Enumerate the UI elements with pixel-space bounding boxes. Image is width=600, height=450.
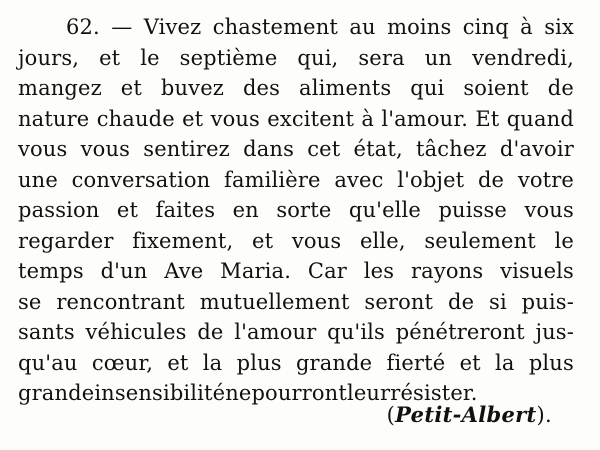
word: le — [140, 45, 160, 70]
word: grande — [18, 381, 95, 405]
word: fixement, — [132, 228, 234, 253]
word: qu'au — [18, 350, 78, 375]
word: puisse — [438, 198, 508, 222]
word: cœur, — [91, 350, 154, 375]
word: seulement — [424, 228, 536, 253]
word: tâchez — [416, 137, 487, 161]
word: Et — [475, 106, 500, 131]
word: fierté — [386, 350, 446, 375]
word: Vivez — [143, 15, 202, 39]
word: vous — [80, 137, 131, 161]
word: résister. — [390, 381, 478, 405]
word: sorte — [276, 198, 332, 222]
word: 62. — [66, 15, 100, 39]
word: jours, — [18, 45, 80, 70]
word: Car — [307, 259, 347, 283]
word: à — [520, 15, 533, 39]
word: visuels — [500, 259, 574, 283]
text-line — [18, 43, 574, 74]
text-line — [18, 165, 574, 196]
word: mangez — [18, 76, 102, 100]
word: ne — [225, 381, 252, 405]
attribution-source: Petit-Albert — [395, 402, 537, 427]
word: puis- — [521, 289, 574, 314]
word: le — [554, 228, 574, 253]
word: cet — [307, 137, 341, 161]
word: faites — [155, 198, 216, 222]
word: en — [232, 198, 259, 222]
word: et — [167, 350, 189, 375]
word: si — [489, 289, 507, 314]
word: sera — [358, 45, 405, 70]
word: un — [424, 45, 453, 70]
word: vendredi, — [472, 45, 574, 70]
word: une — [18, 167, 58, 192]
word: la — [202, 350, 223, 375]
word: état, — [353, 137, 403, 161]
word: vous — [210, 106, 260, 131]
word: regarder — [18, 228, 114, 253]
word: conversation — [71, 167, 211, 192]
word: des — [242, 76, 281, 100]
word: votre — [517, 167, 574, 192]
word: véhicules — [85, 320, 187, 344]
text-line — [18, 348, 574, 379]
text-line — [18, 73, 574, 104]
attribution-close-paren: ). — [536, 403, 552, 427]
word: familière — [224, 167, 321, 192]
word: aliments — [299, 76, 392, 100]
word: soient — [463, 76, 529, 100]
word: cinq — [462, 15, 509, 39]
word: dans — [243, 137, 294, 161]
word: quand — [506, 106, 574, 131]
text-line — [18, 317, 574, 348]
word: excitent — [267, 106, 355, 131]
word: — — [111, 15, 133, 39]
word: sants — [18, 320, 75, 344]
word: pénétreront — [395, 320, 525, 344]
word: vous — [291, 228, 342, 253]
word: pourront — [251, 381, 347, 405]
word: qui — [410, 76, 445, 100]
attribution-open-paren: ( — [386, 403, 396, 427]
word: et — [99, 45, 121, 70]
word: nature — [18, 106, 90, 131]
word: chastement — [212, 15, 338, 39]
word: moins — [387, 15, 452, 39]
word: la — [495, 350, 515, 375]
word: septième — [179, 45, 278, 70]
word: avec — [334, 167, 384, 192]
word: passion — [18, 198, 100, 222]
word: jus- — [535, 320, 574, 344]
word: mutuellement — [199, 289, 350, 314]
word: et — [116, 198, 139, 222]
text-line — [18, 226, 574, 257]
text-line — [18, 134, 574, 165]
text-line — [18, 195, 574, 226]
word: l'objet — [397, 167, 465, 192]
word: six — [544, 15, 574, 39]
word: à — [361, 106, 375, 131]
word: les — [363, 259, 395, 283]
word: Maria. — [220, 259, 292, 283]
word: sentirez — [143, 137, 230, 161]
word: de — [197, 320, 224, 344]
word: qu'elle — [348, 198, 421, 222]
word: plus — [236, 350, 282, 375]
word: qui, — [297, 45, 339, 70]
word: et — [120, 76, 142, 100]
text-line — [18, 256, 574, 287]
word: de — [477, 167, 505, 192]
text-line — [18, 104, 574, 135]
word: l'amour. — [381, 106, 469, 131]
word: au — [349, 15, 376, 39]
word: et — [252, 228, 274, 253]
word: et — [182, 106, 204, 131]
word: buvez — [160, 76, 224, 100]
word: qu'ils — [327, 320, 385, 344]
word: grande — [295, 350, 373, 375]
text-line — [18, 287, 574, 318]
word: de — [448, 289, 475, 314]
word: de — [547, 76, 574, 100]
word: Ave — [164, 259, 204, 283]
paragraph-62 — [18, 12, 574, 409]
word: rencontrant — [56, 289, 185, 314]
word: d'avoir — [499, 137, 574, 161]
word: temps — [18, 259, 84, 283]
word: plus — [528, 350, 574, 375]
word: seront — [364, 289, 434, 314]
word: rayons — [410, 259, 484, 283]
word: insensibilité — [94, 381, 226, 405]
text-line — [18, 12, 574, 43]
word: chaude — [96, 106, 175, 131]
attribution — [387, 400, 552, 430]
word: vous — [524, 198, 574, 222]
word: d'un — [100, 259, 148, 283]
word: se — [18, 289, 42, 314]
word: elle, — [359, 228, 406, 253]
word: l'amour — [234, 320, 317, 344]
word: leur — [346, 381, 391, 405]
word: vous — [18, 137, 68, 161]
word: et — [459, 350, 481, 375]
